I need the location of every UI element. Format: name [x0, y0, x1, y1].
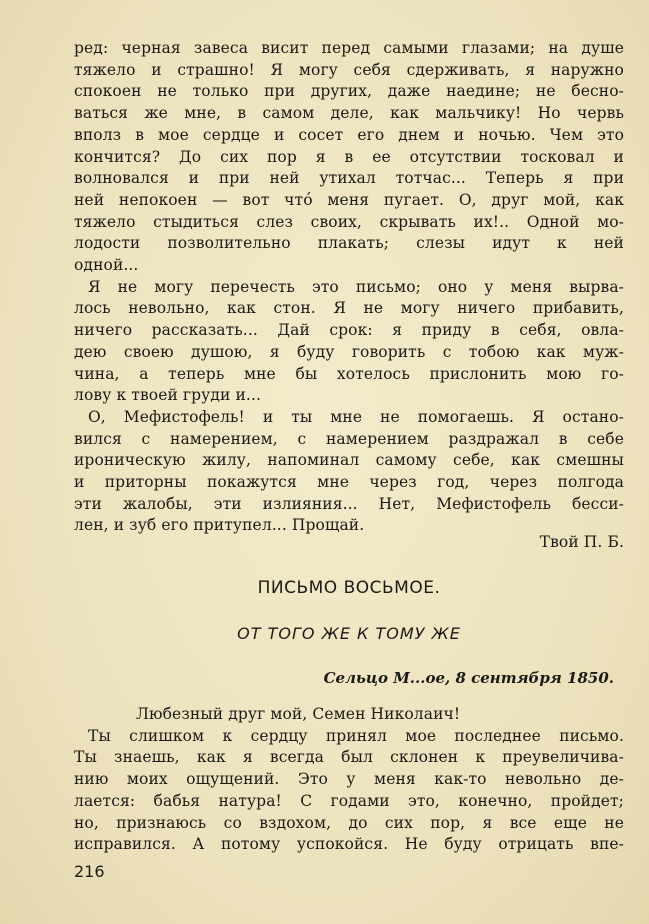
text-line: ваться же мне, в самом деле, как мальчику! Но червь [74, 104, 624, 123]
text-line: кончится? До сих пор я в ее отсутствии тосковал и [74, 147, 624, 166]
letter-title: ПИСЬМО ВОСЬМОЕ. [257, 578, 441, 598]
paragraph-1 [74, 38, 624, 277]
salutation: Любезный друг мой, Семен Николаич! [136, 705, 461, 723]
text-line: тяжело и страшно! Я могу себя сдерживать, я наружно [74, 60, 624, 79]
text-line: ничего рассказать... Дай срок: я приду в себя, овла- [74, 321, 624, 340]
text-line: О, Мефистофель! и ты мне не помогаешь. Я остано- [88, 407, 624, 426]
text-line: вился с намерением, с намерением раздражал в себе [74, 429, 624, 448]
text-line: Я не могу перечесть это письмо; оно у меня вырва- [88, 277, 624, 296]
page-number: 216 [74, 862, 105, 881]
text-line: волновался и при ней утихал тотчас... Теперь я при [74, 169, 624, 188]
signature: Твой П. Б. [539, 533, 624, 551]
text-line: эти жалобы, эти излияния... Нет, Мефистофель бесси- [74, 494, 624, 513]
text-line: ней непокоен — вот чтó меня пугает. О, друг мой, как [74, 190, 624, 209]
text-line: но, признаюсь со вздохом, до сих пор, я все еще не [74, 813, 624, 832]
letter-subtitle: ОТ ТОГО ЖЕ К ТОМУ ЖЕ [237, 624, 461, 643]
text-line: лается: бабья натура! С годами это, конечно, пройдет; [74, 791, 624, 810]
text-line: дею своею душою, я буду говорить с тобою как муж- [74, 342, 624, 361]
text-line: ред: черная завеса висит перед самыми глазами; на душе [74, 39, 624, 57]
text-line: тяжело стыдиться слез своих, скрывать их!.. Одной мо- [74, 212, 624, 231]
text-line: ироническую жилу, напоминал самому себе, как смешны [74, 451, 624, 470]
paragraph-3 [74, 407, 624, 537]
text-line: Ты знаешь, как я всегда был склонен к преувеличива- [74, 748, 624, 767]
text-line: лодости позволительно плакать; слезы идут к ней [74, 234, 624, 253]
text-line: Ты слишком к сердцу принял мое последнее письмо. [88, 726, 624, 745]
text-line: нию моих ощущений. Это у меня как-то невольно де- [74, 770, 624, 789]
paragraph-2 [74, 277, 624, 407]
text-line: лен, и зуб его притупел... Прощай. [74, 516, 365, 535]
letter-dateline: Сельцо М...ое, 8 сентября 1850. [323, 669, 614, 687]
text-block-top [74, 38, 624, 551]
text-line: лось невольно, как стон. Я не могу ничего прибавить, [74, 299, 624, 318]
text-line: вполз в мое сердце и сосет его днем и ночью. Чем это [74, 125, 624, 144]
text-line: лову к твоей груди и... [74, 386, 262, 405]
text-line: исправился. А потому успокойся. Не буду отрицать впе- [74, 835, 624, 854]
text-line: чина, а теперь мне бы хотелось прислонить мою го- [74, 364, 624, 383]
text-block-bottom [74, 704, 624, 856]
text-line: одной... [74, 256, 139, 275]
text-line: спокоен не только при других, даже наедине; не бесно- [74, 82, 624, 101]
paragraph-4 [74, 726, 624, 856]
text-line: и приторны покажутся мне через год, через полгода [74, 473, 624, 492]
